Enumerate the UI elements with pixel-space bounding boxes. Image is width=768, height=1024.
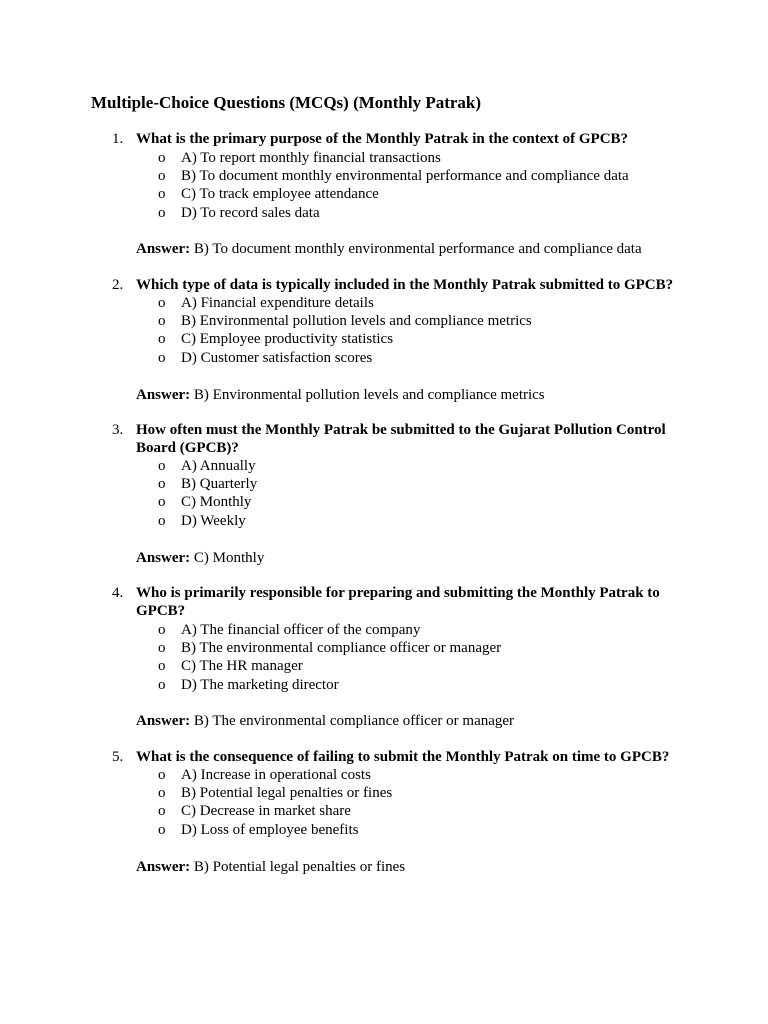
option-c <box>0 657 768 675</box>
bullet: o <box>158 803 166 820</box>
bullet: o <box>158 313 166 330</box>
option-a <box>0 149 768 167</box>
bullet: o <box>158 658 166 675</box>
option-text: A) To report monthly financial transactions <box>181 150 441 166</box>
bullet: o <box>158 676 166 693</box>
bullet: o <box>158 640 166 657</box>
bullet: o <box>158 785 166 802</box>
option-a <box>0 766 768 784</box>
answer-text: B) Potential legal penalties or fines <box>193 859 406 875</box>
question-text: Which type of data is typically included in the Monthly Patrak submitted to GPCB? <box>136 277 674 293</box>
option-d <box>0 349 768 367</box>
answer <box>136 549 264 567</box>
option-text: C) Employee productivity statistics <box>181 331 394 348</box>
bullet: o <box>158 204 166 221</box>
option-list <box>0 766 768 839</box>
answer <box>136 240 642 258</box>
option-text: A) Annually <box>181 458 256 474</box>
option-text: B) To document monthly environmental performance and compliance data <box>181 168 629 185</box>
option-text: A) The financial officer of the company <box>181 622 421 638</box>
question-text: What is the consequence of failing to submit the Monthly Patrak on time to GPCB? <box>136 749 670 765</box>
answer-text: B) The environmental compliance officer or manager <box>193 713 515 729</box>
answer-label: Answer: <box>136 387 191 403</box>
option-text: A) Financial expenditure details <box>181 295 374 311</box>
bullet: o <box>158 349 166 366</box>
option-b <box>0 312 768 330</box>
answer <box>136 712 514 730</box>
option-list <box>0 294 768 367</box>
answer-label: Answer: <box>136 713 191 729</box>
option-a <box>0 457 768 475</box>
question-text: How often must the Monthly Patrak be submitted to the Gujarat Pollution Control Board (GPCB)? <box>136 422 666 457</box>
option-a <box>0 294 768 312</box>
answer-text: C) Monthly <box>193 550 265 566</box>
bullet: o <box>158 494 166 511</box>
answer-label: Answer: <box>136 241 191 257</box>
option-text: B) The environmental compliance officer or manager <box>181 640 502 657</box>
option-text: D) Loss of employee benefits <box>181 821 359 838</box>
option-d <box>0 821 768 839</box>
bullet: o <box>158 458 166 474</box>
option-text: C) Decrease in market share <box>181 803 351 820</box>
option-text: D) Weekly <box>181 512 246 529</box>
option-b <box>0 475 768 493</box>
bullet: o <box>158 622 166 638</box>
bullet: o <box>158 331 166 348</box>
option-c <box>0 802 768 820</box>
question-number: 5. <box>112 749 124 765</box>
option-text: B) Potential legal penalties or fines <box>181 785 393 802</box>
bullet: o <box>158 512 166 529</box>
question-number: 3. <box>112 422 124 438</box>
option-text: D) Customer satisfaction scores <box>181 349 373 366</box>
option-d <box>0 676 768 694</box>
question-number: 1. <box>112 131 124 147</box>
question-text: What is the primary purpose of the Monthly Patrak in the context of GPCB? <box>136 131 629 147</box>
option-text: A) Increase in operational costs <box>181 767 371 783</box>
bullet: o <box>158 295 166 311</box>
option-b <box>0 639 768 657</box>
option-b <box>0 784 768 802</box>
bullet: o <box>158 150 166 166</box>
answer-label: Answer: <box>136 859 191 875</box>
option-text: B) Quarterly <box>181 476 258 493</box>
question-number: 4. <box>112 585 124 601</box>
answer-text: B) To document monthly environmental performance and compliance data <box>193 241 642 257</box>
option-text: D) The marketing director <box>181 676 339 693</box>
option-c <box>0 330 768 348</box>
bullet: o <box>158 186 166 203</box>
option-list <box>0 149 768 222</box>
option-list <box>0 621 768 694</box>
option-text: B) Environmental pollution levels and compliance metrics <box>181 313 532 330</box>
bullet: o <box>158 767 166 783</box>
page-title: Multiple-Choice Questions (MCQs) (Monthly Patrak) <box>91 93 482 112</box>
option-d <box>0 512 768 530</box>
option-text: C) Monthly <box>181 494 252 511</box>
bullet: o <box>158 821 166 838</box>
option-list <box>0 457 768 530</box>
answer-text: B) Environmental pollution levels and compliance metrics <box>193 387 545 403</box>
option-c <box>0 493 768 511</box>
question-number: 2. <box>112 277 124 293</box>
answer <box>136 386 545 404</box>
answer-label: Answer: <box>136 550 191 566</box>
option-text: C) The HR manager <box>181 658 303 675</box>
bullet: o <box>158 168 166 185</box>
option-b <box>0 167 768 185</box>
question-text: Who is primarily responsible for preparing and submitting the Monthly Patrak to GPCB? <box>136 585 660 620</box>
bullet: o <box>158 476 166 493</box>
option-text: D) To record sales data <box>181 204 320 221</box>
option-a <box>0 621 768 639</box>
answer <box>136 858 405 876</box>
option-c <box>0 185 768 203</box>
option-text: C) To track employee attendance <box>181 186 379 203</box>
option-d <box>0 204 768 222</box>
